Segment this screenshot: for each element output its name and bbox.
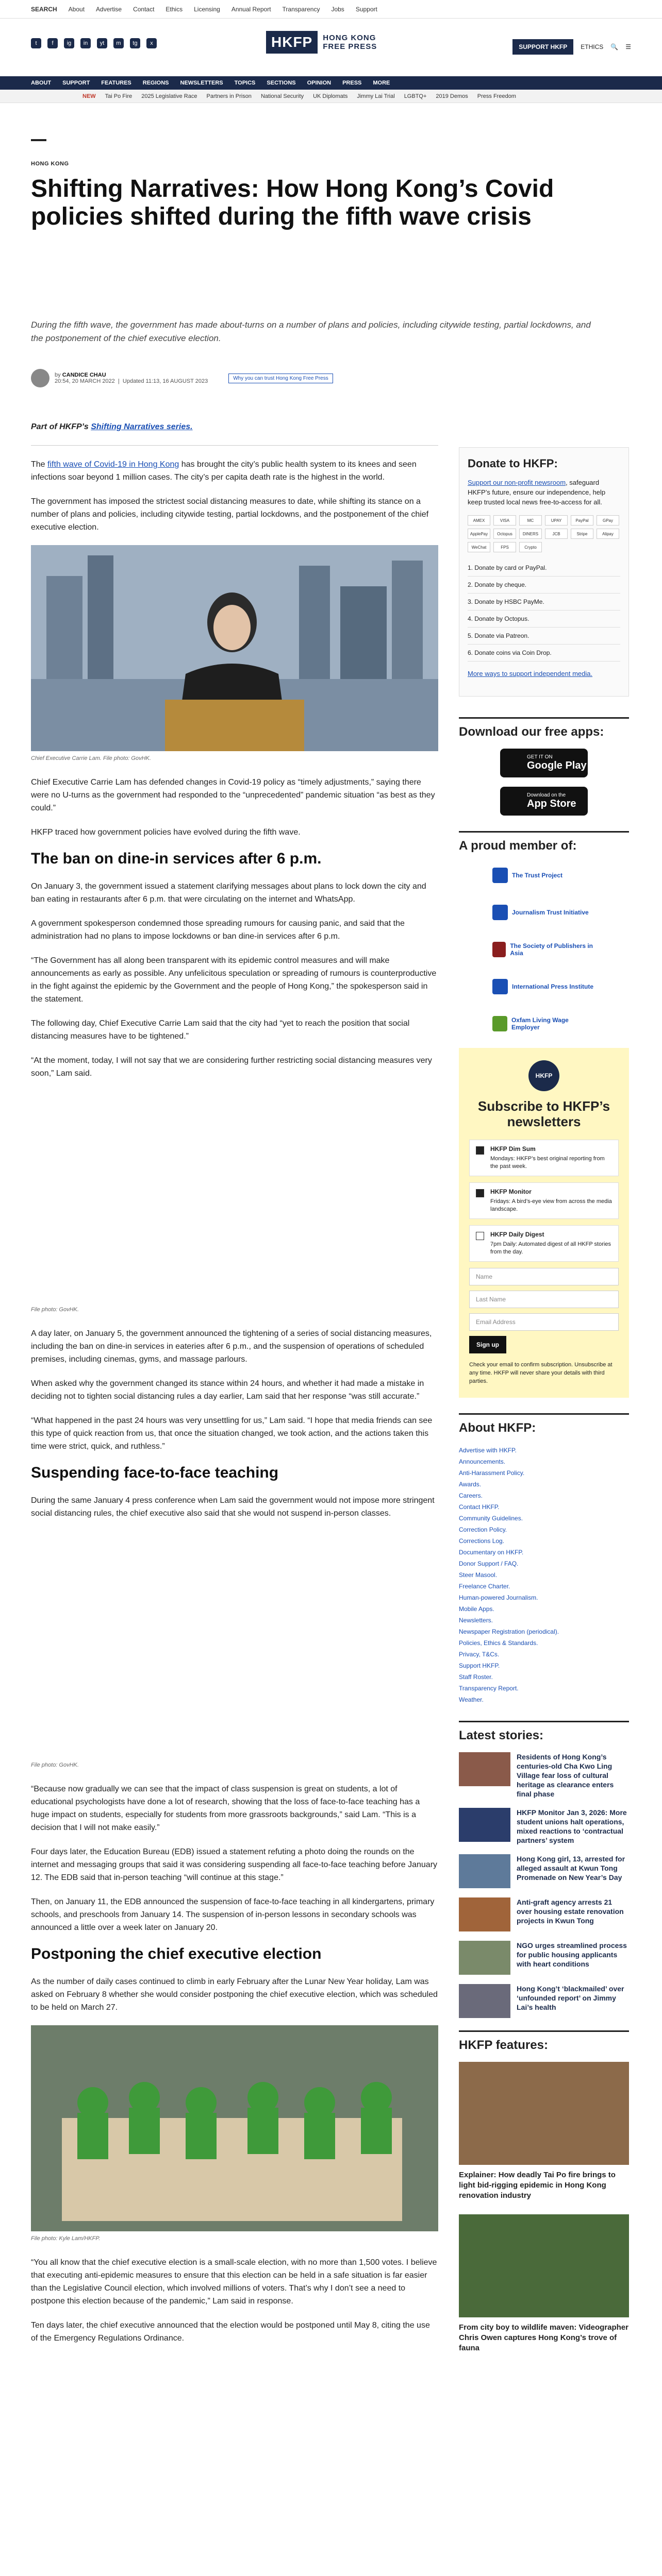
site-header <box>0 19 662 76</box>
mastodon-icon[interactable]: m <box>113 38 124 48</box>
about-link[interactable]: Donor Support / FAQ. <box>459 1560 519 1567</box>
donate-link[interactable]: Support our non-profit newsroom <box>468 479 566 486</box>
about-link[interactable]: Privacy, T&Cs. <box>459 1651 500 1658</box>
feature-image[interactable] <box>459 2062 629 2165</box>
about-link[interactable]: Documentary on HKFP. <box>459 1549 524 1556</box>
stripe-icon: Stripe <box>571 529 593 539</box>
paragraph <box>31 458 438 484</box>
embedded-media-placeholder <box>31 1531 438 1758</box>
nav-item-press[interactable]: PRESS <box>342 80 362 86</box>
story-thumbnail <box>459 1854 510 1888</box>
about-link[interactable]: Freelance Charter. <box>459 1583 510 1590</box>
latest-heading: Latest stories: <box>459 1721 629 1743</box>
utility-link-transparency[interactable]: Transparency <box>282 6 320 13</box>
paragraph: “The Government has all along been transparent with its epidemic control measures and will make announcements as early as possible. Any unfelicitous speculation or spreading of rumours is counterproductive in the fight against the epidemic by the Government and the people of Hong Kong,” the spokesperson said in the statement. <box>31 956 437 1004</box>
donate-options <box>468 560 620 662</box>
latest-story[interactable] <box>459 1808 629 1845</box>
story-thumbnail <box>459 1808 510 1842</box>
newsletter-option[interactable] <box>469 1225 619 1262</box>
nav-item-topics[interactable]: TOPICS <box>234 80 256 86</box>
trending-item[interactable]: 2019 Demos <box>436 93 468 99</box>
newsletter-logo: HKFP <box>528 1060 559 1091</box>
about-link[interactable]: Community Guidelines. <box>459 1515 523 1522</box>
photo-caption: File photo: GovHK. <box>31 1762 79 1768</box>
about-links <box>459 1445 629 1705</box>
alipay-icon: Alipay <box>597 529 619 539</box>
latest-story[interactable] <box>459 1941 629 1975</box>
about-link[interactable]: Announcements. <box>459 1458 506 1465</box>
donate-description: , safeguard HKFP’s future, ensure our independence, help keep trusted local news free-to-access for all. <box>468 479 606 506</box>
member-icon <box>492 979 508 994</box>
apps-heading: Download our free apps: <box>459 717 629 739</box>
trending-item[interactable]: Jimmy Lai Trial <box>357 93 395 99</box>
email-field[interactable]: Email Address <box>469 1313 619 1331</box>
newsletter-option-title: HKFP Dim Sum <box>490 1145 536 1153</box>
byline <box>31 369 333 387</box>
donate-option[interactable]: 2. Donate by cheque. <box>468 577 620 594</box>
utility-link-annual-report[interactable]: Annual Report <box>231 6 271 13</box>
header-actions <box>512 39 631 55</box>
newsletter-title: Subscribe to HKFP’s newsletters <box>477 1098 610 1129</box>
member-logo[interactable] <box>492 900 595 925</box>
donate-title: Donate to HKFP: <box>468 457 558 470</box>
section-label[interactable]: HONG KONG <box>31 161 69 167</box>
paragraph: Then, on January 11, the EDB announced the suspension of face-to-face teaching in all kindergartens, primary schools, and preschools from January 14. The suspension of in-person lessons in secondary schools was announced a little over a week later on January 20. <box>31 1897 435 1932</box>
logo-text-line-2: FREE PRESS <box>323 42 377 51</box>
paypal-icon: PayPal <box>571 515 593 526</box>
newsletter-option-desc: Fridays: A bird’s-eye view from across the media landscape. <box>490 1198 612 1212</box>
octopus-icon: Octopus <box>493 529 516 539</box>
sidebar <box>459 447 629 2367</box>
newsletter-option-desc: 7pm Daily: Automated digest of all HKFP stories from the day. <box>490 1241 611 1255</box>
utility-link-jobs[interactable]: Jobs <box>331 6 344 13</box>
utility-link-licensing[interactable]: Licensing <box>194 6 220 13</box>
about-link[interactable]: Support HKFP. <box>459 1662 500 1669</box>
photo-illustration <box>31 2025 438 2231</box>
carrie-lam-photo <box>31 545 438 751</box>
latest-story[interactable] <box>459 1854 629 1888</box>
section-divider <box>31 139 46 141</box>
story-title: NGO urges streamlined process for public housing applicants with heart conditions <box>517 1941 627 1968</box>
newsletter-option[interactable] <box>469 1140 619 1176</box>
p1-prefix: The <box>31 460 45 469</box>
name-field[interactable]: Name <box>469 1268 619 1285</box>
about-link[interactable]: Awards. <box>459 1481 482 1488</box>
paragraph: “What happened in the past 24 hours was very unsettling for us,” Lam said. “I hope that media friends can see this type of quick reaction from us, that once the situation changed, we took action, and the actions taken this time were strict, quick, and ruthless.” <box>31 1416 433 1451</box>
trending-item[interactable]: LGBTQ+ <box>404 93 427 99</box>
social-links <box>31 38 157 48</box>
payment-methods <box>468 515 620 552</box>
checkbox-unchecked-icon[interactable] <box>476 1232 484 1240</box>
about-link[interactable]: Contact HKFP. <box>459 1503 500 1511</box>
google-pay-icon: GPay <box>597 515 619 526</box>
trending-item[interactable]: Press Freedom <box>477 93 516 99</box>
newsletter-option-desc: Mondays: HKFP’s best original reporting from the past week. <box>490 1156 605 1170</box>
support-hkfp-button[interactable]: SUPPORT HKFP <box>512 39 573 55</box>
subheading: Postponing the chief executive election <box>31 1945 322 1962</box>
feature-title[interactable]: From city boy to wildlife maven: Videographer Chris Owen captures Hong Kong’s trove of fauna <box>459 2323 628 2352</box>
member-logo[interactable] <box>492 862 595 888</box>
apple-pay-icon: ApplePay <box>468 529 490 539</box>
nav-item-support[interactable]: SUPPORT <box>62 80 90 86</box>
unionpay-icon: UPAY <box>545 515 568 526</box>
about-link[interactable]: Careers. <box>459 1492 483 1499</box>
updated-date: Updated 11:13, 16 AUGUST 2023 <box>122 378 208 384</box>
about-link[interactable]: Corrections Log. <box>459 1537 505 1545</box>
member-icon <box>492 942 506 957</box>
logo-text <box>323 33 377 51</box>
story-title: Anti-graft agency arrests 21 over housing estate renovation projects in Kwun Tong <box>517 1898 624 1925</box>
last-name-field[interactable]: Last Name <box>469 1291 619 1308</box>
trending-items <box>82 93 516 99</box>
linkedin-icon[interactable]: in <box>80 38 91 48</box>
subheading: Suspending face-to-face teaching <box>31 1464 279 1481</box>
article-dek: During the fifth wave, the government has made about-turns on a number of plans and policies, including citywide testing, partial lockdowns, and the postponement of the chief executive election. <box>31 320 591 343</box>
author-line <box>55 372 208 378</box>
app-store-big: App Store <box>527 798 576 809</box>
byline-by: by <box>55 372 61 378</box>
about-link[interactable]: Transparency Report. <box>459 1685 519 1692</box>
checkbox-checked-icon[interactable] <box>476 1189 484 1197</box>
fps-icon: FPS <box>493 542 516 552</box>
member-logo[interactable] <box>492 974 595 999</box>
story-title: HKFP Monitor Jan 3, 2026: More student unions halt operations, mixed reactions to ‘contractual partners’ system <box>517 1808 627 1844</box>
utility-link-about[interactable]: About <box>68 6 85 13</box>
utility-link-search[interactable]: SEARCH <box>31 6 57 13</box>
about-link[interactable]: Steer Masool. <box>459 1571 498 1579</box>
utility-link-advertise[interactable]: Advertise <box>96 6 122 13</box>
nav-item-opinion[interactable]: OPINION <box>307 80 332 86</box>
story-thumbnail <box>459 1984 510 2018</box>
trust-button[interactable]: Why you can trust Hong Kong Free Press <box>228 374 333 383</box>
site-logo[interactable] <box>266 31 377 54</box>
member-logo[interactable] <box>492 1011 595 1037</box>
about-link[interactable]: Anti-Harassment Policy. <box>459 1469 525 1477</box>
story-thumbnail <box>459 1752 510 1786</box>
divider <box>31 445 438 446</box>
donate-option[interactable]: 6. Donate coins via Coin Drop. <box>468 645 620 662</box>
nav-item-sections[interactable]: SECTIONS <box>267 80 296 86</box>
nav-item-more[interactable]: MORE <box>373 80 390 86</box>
jcb-icon: JCB <box>545 529 568 539</box>
main-nav-items <box>31 80 390 86</box>
member-icon <box>492 1016 507 1031</box>
member-name: The Society of Publishers in Asia <box>510 942 593 957</box>
paragraph: On January 3, the government issued a statement clarifying messages about plans to lock down the city and ban eating in restaurants after 6 p.m. that were circulating on the internet and WhatsApp. <box>31 882 426 904</box>
menu-icon[interactable]: ☰ <box>625 43 631 50</box>
newsletter-box <box>459 1048 629 1398</box>
x-icon[interactable]: x <box>146 38 157 48</box>
crypto-icon: Crypto <box>519 542 542 552</box>
donate-box <box>459 447 629 697</box>
vote-counting-photo <box>31 2025 438 2231</box>
main-nav <box>0 76 662 90</box>
trending-item[interactable]: 2025 Legislative Race <box>141 93 197 99</box>
member-name: The Trust Project <box>512 872 563 879</box>
about-link[interactable]: Advertise with HKFP. <box>459 1447 517 1454</box>
search-icon[interactable]: 🔍 <box>610 43 619 50</box>
member-name: Journalism Trust Initiative <box>512 909 589 916</box>
about-link[interactable]: Staff Roster. <box>459 1673 493 1681</box>
paragraph: “At the moment, today, I will not say that we are considering further restricting social distancing measures very soon,” Lam said. <box>31 1056 432 1078</box>
newsletter-option-title: HKFP Monitor <box>490 1188 532 1195</box>
story-title: Residents of Hong Kong’s centuries-old Cha Kwo Ling Village fear loss of cultural heritage as clearance enters final phase <box>517 1753 614 1798</box>
mastercard-icon: MC <box>519 515 542 526</box>
member-name: Oxfam Living Wage Employer <box>511 1016 569 1031</box>
utility-links <box>31 6 377 13</box>
twitter-icon[interactable]: t <box>31 38 41 48</box>
story-title: Hong Kong’t ‘blackmailed’ over ‘unfounded report’ on Jimmy Lai’s health <box>517 1985 624 2011</box>
donate-text <box>468 478 620 507</box>
logo-text-line-1: HONG KONG <box>323 33 376 42</box>
nav-item-regions[interactable]: REGIONS <box>142 80 169 86</box>
latest-story[interactable] <box>459 1897 629 1931</box>
wechat-icon: WeChat <box>468 542 490 552</box>
article-body <box>31 422 438 2356</box>
utility-link-ethics[interactable]: Ethics <box>166 6 183 13</box>
nav-item-newsletters[interactable]: NEWSLETTERS <box>180 80 223 86</box>
instagram-icon[interactable]: ig <box>64 38 74 48</box>
nav-item-about[interactable]: ABOUT <box>31 80 52 86</box>
about-link[interactable]: Newsletters. <box>459 1617 493 1624</box>
donate-option[interactable]: 1. Donate by card or PayPal. <box>468 560 620 577</box>
embedded-media-placeholder <box>31 1091 438 1302</box>
trending-bar <box>0 90 662 103</box>
ethics-link[interactable]: ETHICS <box>581 43 604 50</box>
byline-text <box>55 372 208 384</box>
author-name[interactable]: CANDICE CHAU <box>62 372 106 378</box>
newsletter-option[interactable] <box>469 1182 619 1219</box>
story-thumbnail <box>459 1941 510 1975</box>
publish-date: 20:54, 20 MARCH 2022 <box>55 378 115 384</box>
fifth-wave-link[interactable]: fifth wave of Covid-19 in Hong Kong <box>47 460 179 469</box>
about-link[interactable]: Human-powered Journalism. <box>459 1594 538 1601</box>
subheading: The ban on dine-in services after 6 p.m. <box>31 850 322 867</box>
features-heading: HKFP features: <box>459 2030 629 2053</box>
series-link[interactable]: Shifting Narratives series. <box>91 422 193 431</box>
trending-item[interactable]: National Security <box>260 93 304 99</box>
about-heading: About HKFP: <box>459 1413 629 1435</box>
author-avatar <box>31 369 49 387</box>
photo-caption: Chief Executive Carrie Lam. File photo: GovHK. <box>31 755 151 761</box>
latest-story[interactable] <box>459 1984 629 2018</box>
latest-story[interactable] <box>459 1752 629 1799</box>
checkbox-checked-icon[interactable] <box>476 1146 484 1155</box>
newsletter-option-title: HKFP Daily Digest <box>490 1231 544 1238</box>
photo-illustration <box>31 545 438 751</box>
paragraph: A government spokesperson condemned those spreading rumours for causing panic, and said that the administration had no plans to impose lockdowns or ban dine-in services after 6 p.m. <box>31 919 405 941</box>
member-icon <box>492 905 508 920</box>
photo-caption: File photo: Kyle Lam/HKFP. <box>31 2235 101 2242</box>
nav-item-features[interactable]: FEATURES <box>101 80 131 86</box>
story-title: Hong Kong girl, 13, arrested for alleged assault at Kwun Tong Promenade on New Year’s Day <box>517 1855 625 1882</box>
about-link[interactable]: Mobile Apps. <box>459 1605 494 1613</box>
utility-link-support[interactable]: Support <box>355 6 377 13</box>
trending-item[interactable]: UK Diplomats <box>313 93 348 99</box>
paragraph: When asked why the government changed its stance within 24 hours, and whether it had made a mistake in deciding not to tighten social distancing rules a day earlier, Lam said that her response “was still accurate.” <box>31 1379 424 1401</box>
feature-image[interactable] <box>459 2214 629 2317</box>
paragraph: HKFP traced how government policies have evolved during the fifth wave. <box>31 828 301 837</box>
utility-bar <box>0 0 662 19</box>
logo-mark: HKFP <box>266 31 318 54</box>
telegram-icon[interactable]: tg <box>130 38 140 48</box>
more-ways-link[interactable]: More ways to support independent media. <box>468 670 593 677</box>
paragraph: The government has imposed the strictest social distancing measures to date, while shifting its stance on a number of plans and policies, including citywide testing, partial lockdowns, and the postponement of the chief executive election. <box>31 497 429 532</box>
member-icon <box>492 868 508 883</box>
new-badge: NEW <box>82 93 96 99</box>
member-heading: A proud member of: <box>459 831 629 853</box>
paragraph: As the number of daily cases continued to climb in early February after the Lunar New Year holiday, Lam was asked on February 8 whether she would consider postponing the chief executive election, which was scheduled to be held on March 27. <box>31 1977 438 2012</box>
series-line <box>31 422 438 432</box>
amex-icon: AMEX <box>468 515 490 526</box>
p1-text: has brought the city’s public health system to its knees and seen infections soar beyond 1 million cases. The city’s per capita death rate is the highest in the world. <box>31 460 417 482</box>
about-link[interactable]: Weather. <box>459 1696 484 1703</box>
youtube-icon[interactable]: yt <box>97 38 107 48</box>
google-play-small: GET IT ON <box>527 754 553 760</box>
google-play-button[interactable] <box>500 749 588 777</box>
about-link[interactable]: Correction Policy. <box>459 1526 507 1533</box>
app-store-small: Download on the <box>527 792 566 798</box>
utility-link-contact[interactable]: Contact <box>133 6 155 13</box>
paragraph: “Because now gradually we can see that the impact of class suspension is great on students, a lot of educational psychologists have done a lot of research, showing that the loss of face-to-face teaching has a huge impact on students, especially for students from more grassroots backgrounds,” said Lam. “This is a decision that I will not make easily.” <box>31 1785 420 1832</box>
diners-icon: DINERS <box>519 529 542 539</box>
about-link[interactable]: Policies, Ethics & Standards. <box>459 1639 538 1647</box>
paragraph: The following day, Chief Executive Carrie Lam said that the city had “yet to reach the position that social distancing measures have to be tightened.” <box>31 1019 410 1041</box>
app-store-button[interactable] <box>500 787 588 816</box>
donate-option[interactable]: 4. Donate by Octopus. <box>468 611 620 628</box>
google-play-big: Google Play <box>527 760 587 771</box>
trending-item[interactable]: Tai Po Fire <box>105 93 133 99</box>
paragraph: Four days later, the Education Bureau (EDB) issued a statement refuting a photo doing the rounds on the internet and messaging groups that said it was considering suspending all face-to-face teaching before January 12. The EDB said that in-person teaching “will continue at this stage.” <box>31 1848 438 1882</box>
sign-up-button[interactable]: Sign up <box>469 1336 506 1353</box>
paragraph: “You all know that the chief executive election is a small-scale election, with no more than 1,500 votes. I believe that executing anti-epidemic measures to ensure that this election can be held in a safe situation is far easier than the Legislative Council election, which involved millions of voters. That’s why I don’t see a need to postpone this election because of the pandemic,” Lam said in response. <box>31 2258 437 2306</box>
date-line: 20:54, 20 MARCH 2022 | Updated 11:13, 16 AUGUST 2023 <box>55 378 208 384</box>
trending-item[interactable]: Partners in Prison <box>206 93 252 99</box>
member-name: International Press Institute <box>512 983 594 990</box>
series-prefix: Part of HKFP’s <box>31 422 89 431</box>
more-ways-line <box>468 669 620 679</box>
article-title: Shifting Narratives: How Hong Kong’s Covid policies shifted during the fifth wave crisis <box>31 175 554 230</box>
facebook-icon[interactable]: f <box>47 38 58 48</box>
member-logo[interactable] <box>492 937 595 962</box>
paragraph: A day later, on January 5, the government announced the tightening of a series of social distancing measures, including the ban on dine-in services in eateries after 6 p.m., and the suspension of operations of scheduled premises, including cinemas, gyms, and massage parlours. <box>31 1329 432 1364</box>
newsletter-note: Check your email to confirm subscription. Unsubscribe at any time. HKFP will never share your details with third parties. <box>469 1362 613 1384</box>
paragraph: During the same January 4 press conference when Lam said the government would not impose more stringent social distancing rules, the chief executive also said that she would not suspend in-person classes. <box>31 1496 435 1518</box>
about-link[interactable]: Newspaper Registration (periodical). <box>459 1628 559 1635</box>
paragraph: Chief Executive Carrie Lam has defended changes in Covid-19 policy as “timely adjustments,” saying there were no U-turns as the government had responded to the “unprecedented” pandemic situation “as best as they could.” <box>31 778 435 812</box>
feature-title[interactable]: Explainer: How deadly Tai Po fire brings to light bid-rigging epidemic in Hong Kong renovation industry <box>459 2171 616 2200</box>
visa-icon: VISA <box>493 515 516 526</box>
donate-option[interactable]: 3. Donate by HSBC PayMe. <box>468 594 620 611</box>
donate-option[interactable]: 5. Donate via Patreon. <box>468 628 620 645</box>
photo-caption: File photo: GovHK. <box>31 1307 79 1313</box>
story-thumbnail <box>459 1897 510 1931</box>
paragraph: Ten days later, the chief executive announced that the election would be postponed until May 8, citing the use of the Emergency Regulations Ordinance. <box>31 2321 430 2343</box>
